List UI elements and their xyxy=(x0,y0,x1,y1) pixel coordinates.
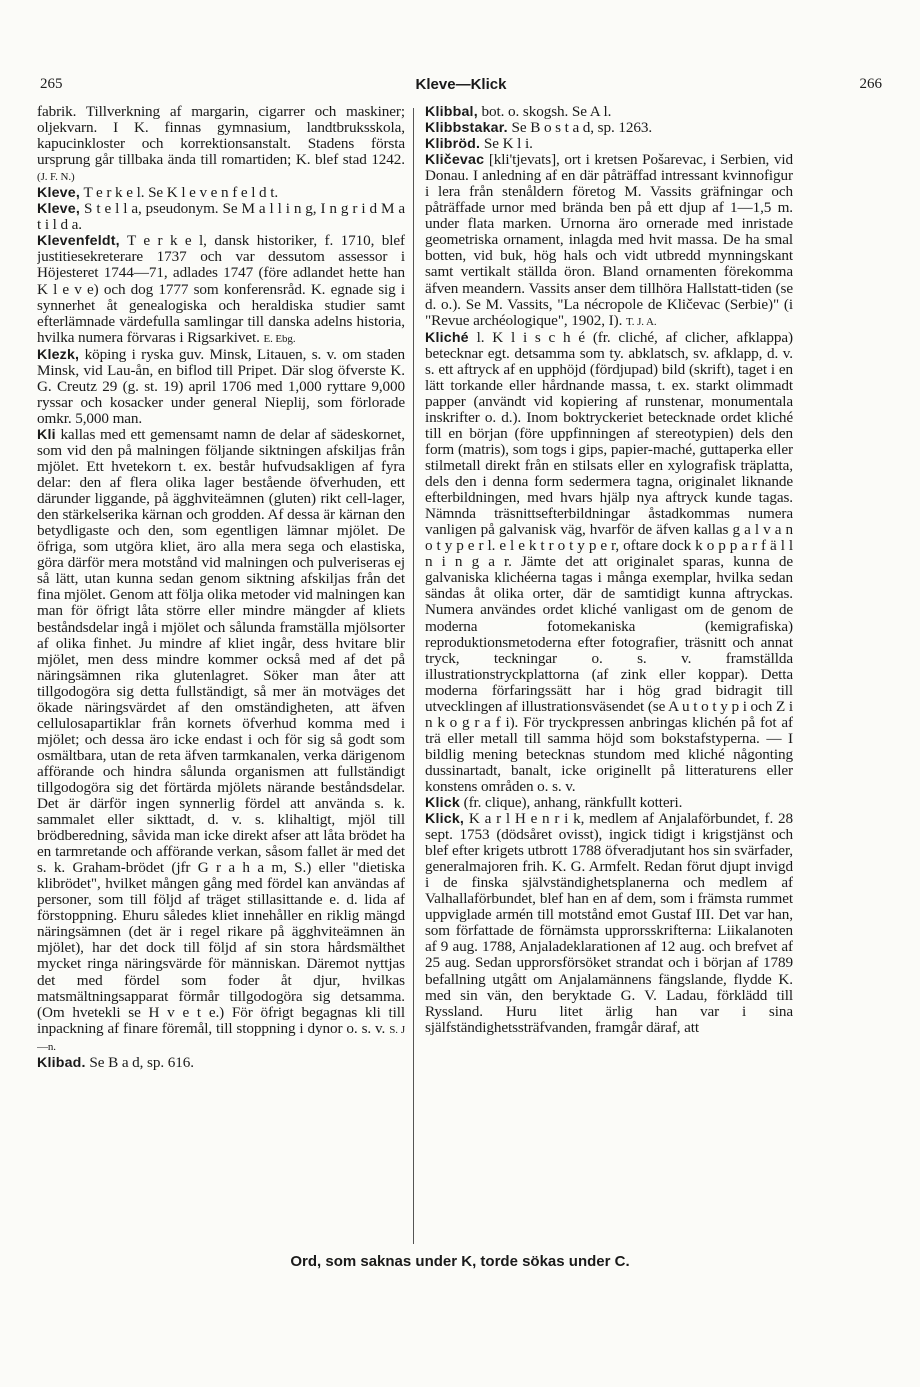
headword: Kleve, xyxy=(37,201,81,218)
entry-text: l. K l i s c h é (fr. cliché, af clicher, afklappa) betecknar egt. detsamma som ty. abklatsch, sv. afklapp, d. v. s. ett aftryck af en upphöjd (fördjupad) bild (skrift), taget i en lätt torkande eller hårdnande massa, t. ex. starkt olimmadt papper (användt vid kopiering af runstenar, monumentala inskrifter o. d.). Inom boktryckeriet betecknade ordet kliché till en början (före uppfinningen af stereotypien) dels den form (matris), som togs i gips, papier-maché, guttaperka eller stilmetall direkt från en stilsats eller en xylografisk träplatta, dels den i denna form sedermera tagna, originalet liknande efterbildningen, med hvars hjälp nya aftryck kunde tagas. Nämnda träsnittsefterbildningar åstadkommas numera vanligen på galvanisk väg, hvarför de äfven kallas g a l v a n o t y p e r l. e l e k t r o t y p e r, oftare dock k o p p a r f ä l l n i n g a r. Jämte det att originalet sparas, kunna de galvaniska klichéerna tagas i många exemplar, hvilka sedan sändas åt olika orter, där de samtidigt kunna aftryckas. Numera användes ordet kliché vanligast om de genom de moderna fotomekaniska (kemigrafiska) reproduktionsmetoderna efter fotografier, träsnitt och annat tryck, teckningar o. s. v. framställda illustrationstryckplattorna (af zink eller koppar). Detta moderna förfaringssätt har i hög grad bidragit till utvecklingen af illustrationsväsendet (se A u t o t y p i och Z i n k o g r a f i). För tryckpressen anbringas klichén på fot af trä eller metall till samma höjd som bokstafstyperna. — I bildlig mening betecknas stundom med kliché någonting dussinartadt, banalt, icke originellt på litteraturens eller konstens områden o. s. v. xyxy=(425,328,793,795)
entry-text: [kli'tjevats], ort i kretsen Pošarevac, i Serbien, vid Donau. I anledning af en där påträffad intressant kvinnofigur i lera från stenåldern företog M. Vassits gräfningar och påträffade urnor med brända ben på ett djup af 1—1,5 m. under flata marken. Urnorna äro ornerade med inristade geometriska ornament, inlagda med hvit massa. De ha smal botten, vid buk, hög hals och vidt utbredd mynningskant samt vertikalt ställda öron. Bland ornamenten förekomma äfven meandern. Vassits anser dem tillhöra Hallstatt-tiden (se d. o.). Se M. Vassits, "La nécropole de Kličevac (Serbie)" (i "Revue archéologique", 1902, I). xyxy=(425,151,793,329)
entry-text: T e r k e l, dansk historiker, f. 1710, blef justitiesekreterare 1737 och var dessutom assessor i Höjesteret 1744—71, adlades 1747 (före adlandet hette han K l e v e) och dog 1777 som konferensråd. K. egnade sig i synnerhet åt genealogiska och heraldiska studier samt efterlämnade värdefulla samlingar till danska adelns historia, hvilka numera förvaras i Rigsarkivet. xyxy=(37,232,405,346)
entry-text: Se K l i. xyxy=(483,135,533,153)
headword: Kliché xyxy=(425,329,469,346)
headword: Klibbstakar. xyxy=(425,120,508,137)
headword: Klibad. xyxy=(37,1054,86,1071)
dictionary-entry xyxy=(425,152,793,330)
dictionary-entry xyxy=(425,104,793,120)
dictionary-entry xyxy=(37,1055,405,1071)
author-signature: S. J—n. xyxy=(37,1023,405,1053)
headword: Klibröd. xyxy=(425,136,481,153)
entry-text: köping i ryska guv. Minsk, Litauen, s. v. om staden Minsk, vid Lau-ån, en biflod till Pripet. Där slog öfverste K. G. Creutz 29 (g. st. 19) april 1706 med 1,000 ryttare 9,000 ryssar och kosacker under general Nieplij, som förlorade omkr. 5,000 man. xyxy=(37,345,405,427)
right-column xyxy=(425,104,793,1254)
page-header xyxy=(40,76,882,96)
left-page-number: 265 xyxy=(40,76,63,92)
entry-text: Se B a d, sp. 616. xyxy=(89,1053,194,1071)
headword: Klibbal, xyxy=(425,104,478,120)
entry-text: kallas med ett gemensamt namn de delar af sädeskornet, som vid den på malningen följande siktningen afskiljas från mjölet. Ett hvetekorn t. ex. består hufvudsakligen af fyra delar: den af flera olika lager bestående öfverhuden, ett därunder liggande, på ägghviteämnen (gluten) rikt cell-lager, den stärkelserika kärnan och grodden. Af dessa är kärnan den betydligaste och den, som egentligen lämnar mjölet. De öfriga, som utgöra kliet, äro alla mera sega och elastiska, göra därför mera motstånd vid malningen och pulveriseras ej så lätt, utan kunna sedan genom siktning afskiljas från det fina mjölet. Genom att följa olika metoder vid malningen kan man för öfrigt låta större eller mindre mängder af kliets beståndsdelar ingå i mjölet och sålunda framställa mjölsorter af olika finhet. Ju mindre af kliet ingår, dess hvitare blir mjölet, men dess mindre kommer också med af det på näringsämnen rika glutenlagret. Söker man åter att tillgodogöra sig detta fullständigt, så mer än motväges det ökade näringsvärdet af den omständigheten, att äfven cellulosapartiklar från kornets öfverhud komma med i mjölet; och dessa äro icke endast i och för sig så godt som osmältbara, utan de reta äfven tarmkanalen, verka därigenom afförande och hindra sålunda organismen att fullständigt tillgodogöra sig det förtärda mjölets närande beståndsdelar. Det är därför ingen synnerlig fördel att använda s. k. sammalet eller sikttadt, d. v. s. klihaltigt, mjöl till brödberedning, såvida man icke direkt afser att låta brödet ha en tarmretande och afförande verkan, såsom fallet är med det s. k. Graham-brödet (jfr G r a h a m, S.) eller "dietiska klibrödet", hvilket mången gång med fördel kan användas af personer, som till följd af träget stillasittande e. d. lida af förstoppning. Ehuru således kliet innehåller en riklig mängd näringsämnen (det är i regel rikare på ägghviteämnen än mjölet), har det dock till följd af sin stora hårdsmälthet mycket ringa näringsvärde för människan. Däremot nyttjas det med fördel som foder åt djur, hvilkas matsmältningsapparat förmår tillgodogöra sig detsamma. (Om hvetekli se H v e t e.) För öfrigt begagnas kli till inpackning af finare föremål, till stoppning i dynor o. s. v. xyxy=(37,425,405,1037)
headword: Kli xyxy=(37,426,56,443)
dictionary-entry xyxy=(425,330,793,795)
dictionary-entry xyxy=(37,233,405,346)
dictionary-entry xyxy=(425,120,793,136)
entry-text: Se B o s t a d, sp. 1263. xyxy=(511,119,653,137)
dictionary-entry xyxy=(37,427,405,1055)
left-column xyxy=(37,104,405,1254)
running-title: Kleve—Klick xyxy=(415,76,507,93)
dictionary-entry xyxy=(425,136,793,152)
headword: Kličevac xyxy=(425,152,485,169)
entry-text: (fr. clique), anhang, ränkfullt kotteri. xyxy=(463,794,683,812)
dictionary-entry xyxy=(37,347,405,427)
entry-text: S t e l l a, pseudonym. Se M a l l i n g, I n g r i d M a t i l d a. xyxy=(37,200,405,234)
entry-text: K a r l H e n r i k, medlem af Anjalaförbundet, f. 28 sept. 1753 (dödsåret ovisst), ingick tidigt i krigstjänst och blef efter krigets utbrott 1788 öfveradjutant hos sin svärfader, generalmajoren frih. K. G. Armfelt. Redan förut djupt invigd i de finska självständighetsplanerna och medlem af Valhallaförbundet, blef han en af dem, som i främsta rummet uppviglade armén till motstånd emot Gustaf III. Det var han, som författade de förnämsta upprorsskrifterna: Liikalanoten af 9 aug. 1788, Anjaladeklarationen af 12 aug. och brefvet af 25 aug. Sedan upprorsförsöket strandat och i början af 1789 befallning utgått om Anjalamännens fängslande, flydde K. med sin vän, den beryktade G. V. Ladau, förklädd till Ryssland. Huru litet ärlig han var i sina själfständighetssträfvanden, framgår däraf, att xyxy=(425,810,793,1036)
dictionary-entry xyxy=(425,795,793,811)
dictionary-entry xyxy=(37,104,405,185)
right-page-number: 266 xyxy=(859,76,882,92)
author-signature: (J. F. N.) xyxy=(37,171,75,184)
headword: Klevenfeldt, xyxy=(37,233,120,250)
entry-text: T e r k e l. Se K l e v e n f e l d t. xyxy=(83,184,279,202)
headword: Klezk, xyxy=(37,346,80,363)
entry-text: fabrik. Tillverkning af margarin, cigarrer och maskiner; oljekvarn. I K. finnas gymnasium, landtbruksskola, kapucinkloster och korrektionsanstalt. Stadens första ursprung går tillbaka ända till romartiden; K. blef stad 1242. xyxy=(37,104,405,169)
footer-note: Ord, som saknas under K, torde sökas under C. xyxy=(290,1253,630,1270)
author-signature: E. Ebg. xyxy=(263,332,296,345)
dictionary-entry xyxy=(37,201,405,233)
author-signature: T. J. A. xyxy=(626,315,657,328)
headword: Kleve, xyxy=(37,185,81,202)
dictionary-entry xyxy=(425,811,793,1036)
entry-text: bot. o. skogsh. Se A l. xyxy=(481,104,612,120)
headword: Klick xyxy=(425,795,460,812)
dictionary-entry xyxy=(37,185,405,201)
headword: Klick, xyxy=(425,811,465,828)
column-divider xyxy=(413,108,414,1244)
